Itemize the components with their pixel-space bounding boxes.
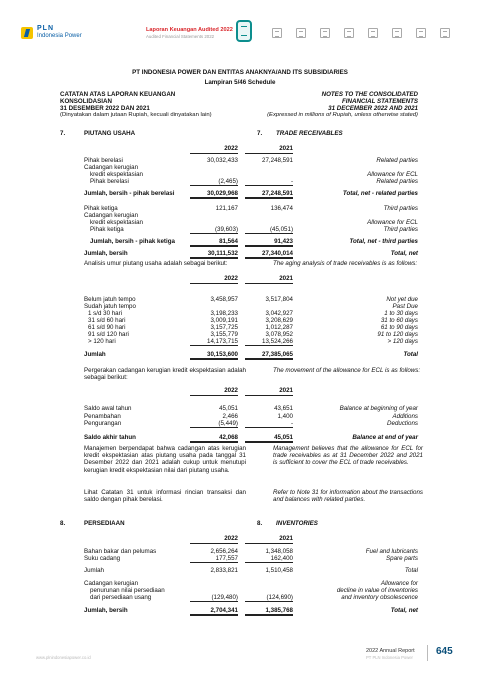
row-value-2021: 45,051 — [274, 434, 293, 441]
row-label-id: Belum jatuh tempo — [84, 296, 136, 303]
row-label-id: 1 s/d 30 hari — [88, 310, 123, 317]
row-value-2022: 30,032,433 — [207, 157, 238, 164]
row-value-2022: (2,465) — [218, 178, 238, 185]
row-label-en: Total, net — [390, 250, 418, 257]
row-label-id: Jumlah — [84, 351, 106, 358]
brand-name: PLN — [37, 25, 54, 32]
row-value-2021: 3,208,629 — [265, 317, 293, 324]
aging-intro-id: Analisis umur piutang usaha adalah sebagai berikut: — [84, 260, 228, 267]
page-header — [0, 0, 480, 48]
subtotal-underline — [245, 185, 293, 186]
s7-mov-year-underline-2 — [245, 395, 293, 396]
report-subtitle: Audited Financial Statements 2022 — [146, 34, 215, 39]
row-value-2022: 3,155,779 — [210, 331, 238, 338]
row-value-2022: 177,557 — [215, 555, 238, 562]
left-head-1: CATATAN ATAS LAPORAN KEUANGAN — [60, 91, 176, 98]
financial-statements-icon[interactable] — [236, 20, 252, 42]
row-label-id: 31 s/d 60 hari — [88, 317, 126, 324]
row-value-2021: 1,348,058 — [265, 548, 293, 555]
page-number: 645 — [436, 646, 453, 657]
nav-icon-6[interactable] — [392, 28, 402, 38]
movement-intro-id: Pergerakan cadangan kerugian kredit ekspektasian adalah sebagai berikut: — [84, 367, 246, 382]
row-value-2021: 1,385,768 — [265, 607, 293, 614]
row-label-en: Total — [404, 567, 418, 574]
row-value-2022: 30,029,968 — [207, 190, 238, 197]
s7-year-2022: 2022 — [224, 145, 238, 152]
row-label-en: Fuel and lubricants — [365, 548, 418, 555]
row-label-id: Suku cadang — [84, 555, 121, 562]
row-label-en: Allowance for ECL — [367, 219, 418, 226]
row-value-2022: 3,458,957 — [210, 296, 238, 303]
subtotal-underline — [190, 233, 238, 234]
row-value-2021: - — [290, 420, 293, 427]
aging-intro-en: The aging analysis of trade receivables is as follows: — [273, 260, 418, 267]
row-value-2021: 27,248,591 — [262, 190, 293, 197]
row-label-id: penurunan nilai persediaan — [90, 587, 165, 594]
s7-aging-year-2021: 2021 — [279, 275, 293, 282]
row-value-2021: 162,400 — [270, 555, 293, 562]
row-label-id: Jumlah, bersih — [84, 607, 128, 614]
row-value-2021: 3,042,927 — [265, 310, 293, 317]
s8-year-2022: 2022 — [224, 535, 238, 542]
row-value-2022: 3,198,233 — [210, 310, 238, 317]
row-label-id: kredit ekspektasian — [90, 219, 143, 226]
subtotal-underline — [245, 562, 293, 563]
nav-icon-4[interactable] — [344, 28, 354, 38]
subtotal-underline — [245, 233, 293, 234]
row-value-2022: 42,068 — [219, 434, 238, 441]
footer-company: PT PLN Indonesia Power — [366, 655, 413, 660]
s7-year-underline-2 — [245, 153, 293, 154]
s7-para2-id: Lihat Catatan 31 untuk informasi rincian transaksi dan saldo dengan pihak berelasi. — [84, 489, 246, 504]
row-label-en: decline in value of inventories — [336, 587, 418, 594]
total-double-underline — [190, 257, 238, 259]
row-value-2021: (45,051) — [269, 226, 293, 233]
left-head-4: (Dinyatakan dalam jutaan Rupiah, kecuali dinyatakan lain) — [60, 112, 212, 118]
row-label-id: Pihak ketiga — [90, 226, 124, 233]
brand-subtitle: Indonesia Power — [37, 33, 82, 39]
row-label-id: > 120 hari — [88, 338, 116, 345]
s7-number: 7. — [60, 130, 66, 137]
footer-url[interactable]: www.plnindonesiapower.co.id — [36, 655, 91, 660]
row-value-2021: 27,248,591 — [262, 157, 293, 164]
row-value-2022: 2,704,341 — [210, 607, 238, 614]
s7-year-underline-1 — [190, 153, 238, 154]
row-label-id: kredit ekspektasian — [90, 171, 143, 178]
row-value-2022: (5,449) — [218, 420, 238, 427]
total-double-underline — [245, 257, 293, 259]
row-label-en: 61 to 90 days — [380, 324, 418, 331]
row-label-en: Allowance for ECL — [367, 171, 418, 178]
row-label-id: Cadangan kerugian — [84, 164, 139, 171]
subtotal-underline — [190, 427, 238, 428]
row-label-id: Jumlah, bersih - pihak ketiga — [90, 238, 175, 245]
row-label-id: Jumlah — [84, 567, 104, 574]
s7-aging-year-2022: 2022 — [224, 275, 238, 282]
s7-para1-en: Management believes that the allowance for ECL for trade receivables as at 31 December 2022 and 2021 is sufficient to cover the ECL of trade receivables. — [273, 445, 423, 467]
row-value-2021: 1,012,287 — [265, 324, 293, 331]
s8-title-en: INVENTORIES — [276, 520, 318, 527]
s8-title-id: PERSEDIAAN — [84, 520, 125, 527]
total-double-underline — [190, 245, 238, 247]
row-label-en: 31 to 60 days — [380, 317, 418, 324]
schedule-label: Lampiran 5/46 Schedule — [204, 79, 276, 86]
subtotal-underline — [190, 185, 238, 186]
row-label-id: Pihak berelasi — [90, 178, 129, 185]
row-label-id: Pihak ketiga — [84, 205, 118, 212]
row-value-2021: 27,340,014 — [262, 250, 293, 257]
row-value-2021: 3,517,804 — [265, 296, 293, 303]
row-label-en: 1 to 30 days — [384, 310, 418, 317]
nav-icon-5[interactable] — [368, 28, 378, 38]
s7-title-id: PIUTANG USAHA — [84, 130, 136, 137]
s8-year-2021: 2021 — [279, 535, 293, 542]
right-head-3: 31 DECEMBER 2022 AND 2021 — [328, 105, 418, 112]
nav-icon-2[interactable] — [296, 28, 306, 38]
s7-title-en: TRADE RECEIVABLES — [276, 130, 343, 137]
row-label-en: Related parties — [376, 157, 418, 164]
row-value-2022: 121,167 — [215, 205, 238, 212]
row-label-en: Total, net — [390, 607, 418, 614]
total-double-underline — [190, 197, 238, 199]
s7-aging-year-underline-1 — [190, 283, 238, 284]
nav-icon-7[interactable] — [416, 28, 426, 38]
row-value-2021: - — [290, 178, 293, 185]
row-label-en: Deductions — [387, 420, 418, 427]
report-title: Laporan Keuangan Audited 2022 — [146, 27, 233, 33]
row-label-en: Allowance for — [380, 580, 418, 587]
row-label-id: Saldo awal tahun — [84, 405, 132, 412]
row-value-2022: 3,157,725 — [210, 324, 238, 331]
row-label-en: Balance at beginning of year — [339, 405, 418, 412]
subtotal-underline — [190, 601, 238, 602]
s7-mov-year-2021: 2021 — [279, 387, 293, 394]
s7-mov-year-underline-1 — [190, 395, 238, 396]
row-value-2022: 30,153,600 — [207, 351, 238, 358]
s8-number: 8. — [60, 520, 66, 527]
s8-year-underline-2 — [245, 543, 293, 544]
total-double-underline — [245, 245, 293, 247]
row-label-en: Total, net - related parties — [342, 190, 418, 197]
total-double-underline — [190, 614, 238, 616]
total-double-underline — [245, 614, 293, 616]
row-label-id: Cadangan kerugian — [84, 212, 139, 219]
row-value-2021: 43,651 — [274, 405, 293, 412]
movement-intro-en: The movement of the allowance for ECL is as follows: — [273, 367, 421, 374]
row-label-en: 91 to 120 days — [377, 331, 418, 338]
total-double-underline — [190, 441, 238, 443]
row-label-en: Total — [403, 351, 418, 358]
subtotal-underline — [190, 562, 238, 563]
s7-number-en: 7. — [257, 130, 263, 137]
total-double-underline — [245, 197, 293, 199]
subtotal-underline — [190, 345, 238, 346]
row-label-en: Additions — [392, 413, 418, 420]
document-title: PT INDONESIA POWER DAN ENTITAS ANAKNYA/AND ITS SUBSIDIARIES — [132, 69, 348, 76]
left-head-2: KONSOLIDASIAN — [60, 98, 112, 105]
s8-number-en: 8. — [257, 520, 263, 527]
s8-year-underline-1 — [190, 543, 238, 544]
row-label-id: dari persediaan usang — [90, 594, 152, 601]
row-label-id: 61 s/d 90 hari — [88, 324, 126, 331]
s7-mov-year-2022: 2022 — [224, 387, 238, 394]
row-label-en: Third parties — [383, 226, 418, 233]
subtotal-underline — [245, 345, 293, 346]
row-value-2022: 14,173,715 — [207, 338, 238, 345]
row-value-2022: (129,480) — [211, 594, 238, 601]
row-label-id: 91 s/d 120 hari — [88, 331, 129, 338]
total-double-underline — [245, 358, 293, 360]
total-double-underline — [245, 441, 293, 443]
row-value-2022: 2,466 — [222, 413, 238, 420]
row-value-2022: 2,656,264 — [210, 548, 238, 555]
right-head-2: FINANCIAL STATEMENTS — [342, 98, 418, 105]
row-value-2021: 1,400 — [277, 413, 293, 420]
row-value-2022: (39,603) — [214, 226, 238, 233]
right-head-4: (Expressed in millions of Rupiah, unless otherwise stated) — [267, 112, 418, 118]
total-double-underline — [190, 358, 238, 360]
row-label-id: Jumlah, bersih - pihak berelasi — [84, 190, 175, 197]
row-label-id: Pihak berelasi — [84, 157, 123, 164]
row-label-en: Third parties — [383, 205, 418, 212]
row-label-id: Sudah jatuh tempo — [84, 303, 136, 310]
row-value-2022: 3,009,191 — [210, 317, 238, 324]
row-label-en: Related parties — [376, 178, 418, 185]
row-value-2022: 45,051 — [219, 405, 238, 412]
row-label-en: and inventory obsolescence — [341, 594, 418, 601]
row-label-id: Saldo akhir tahun — [84, 434, 136, 441]
row-value-2022: 30,111,532 — [207, 250, 238, 257]
subtotal-underline — [245, 427, 293, 428]
row-label-en: Balance at end of year — [352, 434, 418, 441]
row-value-2021: 91,423 — [274, 238, 293, 245]
row-label-id: Bahan bakar dan pelumas — [84, 548, 157, 555]
left-head-3: 31 DESEMBER 2022 DAN 2021 — [60, 105, 150, 112]
row-label-id: Pengurangan — [84, 420, 122, 427]
row-value-2021: 1,510,458 — [265, 567, 293, 574]
row-value-2022: 2,833,821 — [210, 567, 238, 574]
nav-icon-8[interactable] — [440, 28, 450, 38]
pln-logo-icon — [21, 27, 33, 39]
row-label-id: Penambahan — [84, 413, 121, 420]
row-label-id: Jumlah, bersih — [84, 250, 128, 257]
footer-report: 2022 Annual Report — [366, 648, 415, 654]
s7-aging-year-underline-2 — [245, 283, 293, 284]
row-value-2021: (124,690) — [266, 594, 293, 601]
row-label-id: Cadangan kerugian — [84, 580, 139, 587]
s7-year-2021: 2021 — [279, 145, 293, 152]
row-label-en: > 120 days — [387, 338, 418, 345]
row-label-en: Not yet due — [386, 296, 418, 303]
row-value-2021: 13,524,266 — [262, 338, 293, 345]
nav-icon-3[interactable] — [320, 28, 330, 38]
row-label-en: Spare parts — [386, 555, 418, 562]
row-value-2021: 27,385,065 — [262, 351, 293, 358]
row-label-en: Past Due — [392, 303, 418, 310]
s7-para2-en: Refer to Note 31 for information about the transactions and balances with related parties. — [273, 489, 423, 504]
footer-divider — [427, 645, 428, 661]
nav-icon-1[interactable] — [272, 28, 282, 38]
subtotal-underline — [245, 601, 293, 602]
s7-para1-id: Manajemen berpendapat bahwa cadangan atas kerugian kredit ekspektasian atas piutang usaha pada tanggal 31 Desember 2022 dan 2021 adalah cukup untuk menutupi kerugian kredit ekspektasian nilai dari piutang usaha. — [84, 445, 246, 474]
row-value-2021: 3,078,952 — [265, 331, 293, 338]
row-value-2021: 136,474 — [270, 205, 293, 212]
row-label-en: Total, net - third parties — [349, 238, 418, 245]
row-value-2022: 81,564 — [219, 238, 238, 245]
right-head-1: NOTES TO THE CONSOLIDATED — [321, 91, 418, 98]
